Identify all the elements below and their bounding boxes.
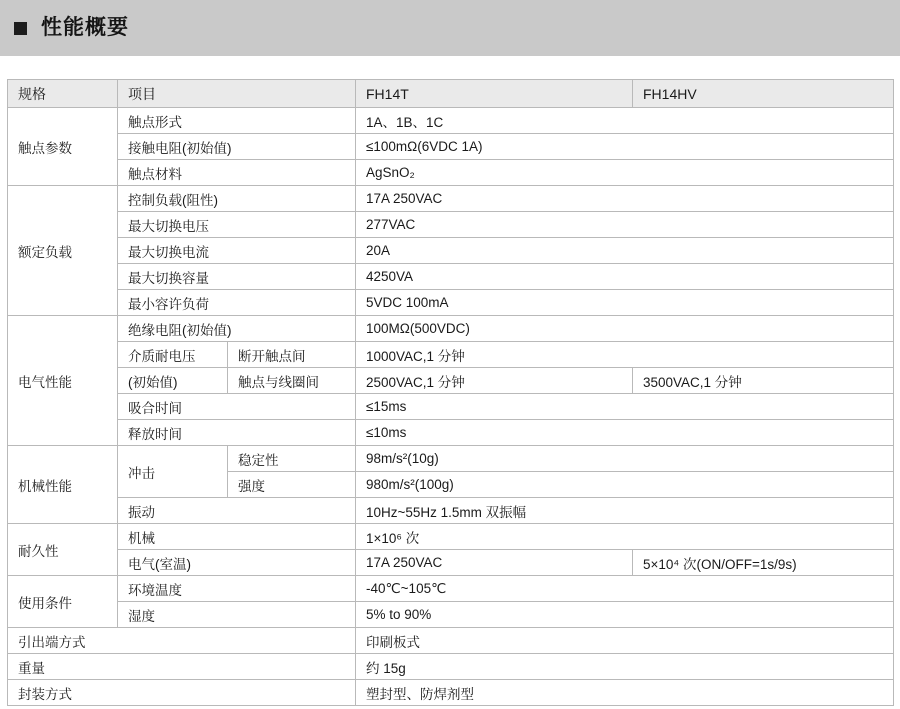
item-cell: 最小容许负荷: [118, 290, 356, 316]
subitem-cell: 触点与线圈间: [228, 368, 356, 394]
page-title: 性能概要: [41, 15, 129, 39]
value-cell: 塑封型、防焊剂型: [356, 680, 894, 706]
item-cell: 最大切换电流: [118, 238, 356, 264]
value-cell: -40℃~105℃: [356, 576, 894, 602]
table-row: [8, 238, 894, 264]
value-cell: 980m/s²(100g): [356, 472, 894, 498]
item-cell: 释放时间: [118, 420, 356, 446]
value-cell: 5VDC 100mA: [356, 290, 894, 316]
value-cell: 17A 250VAC: [356, 186, 894, 212]
table-row: [8, 498, 894, 524]
value-cell: 约 15g: [356, 654, 894, 680]
table-row: [8, 186, 894, 212]
value-cell: ≤10ms: [356, 420, 894, 446]
group-cell-electrical: 电气性能: [8, 316, 118, 446]
group-cell-rated-load: 额定负载: [8, 186, 118, 316]
subitem-cell: 断开触点间: [228, 342, 356, 368]
table-row: [8, 290, 894, 316]
group-cell-encapsulation: 封装方式: [8, 680, 356, 706]
value-cell: ≤15ms: [356, 394, 894, 420]
value-cell: ≤100mΩ(6VDC 1A): [356, 134, 894, 160]
table-row: [8, 160, 894, 186]
value-cell-fh14t: 2500VAC,1 分钟: [356, 368, 633, 394]
value-cell: AgSnO₂: [356, 160, 894, 186]
table-row: [8, 368, 894, 394]
item-cell: 触点形式: [118, 108, 356, 134]
value-cell: 1000VAC,1 分钟: [356, 342, 894, 368]
value-cell: 10Hz~55Hz 1.5mm 双振幅: [356, 498, 894, 524]
table-row: [8, 316, 894, 342]
value-cell: 4250VA: [356, 264, 894, 290]
item-cell: 接触电阻(初始值): [118, 134, 356, 160]
spec-table-container: [0, 56, 900, 706]
value-cell-fh14t: 17A 250VAC: [356, 550, 633, 576]
table-row: [8, 108, 894, 134]
table-row: [8, 680, 894, 706]
specification-table: [7, 79, 894, 706]
group-cell-contact-params: 触点参数: [8, 108, 118, 186]
table-header-row: [8, 80, 894, 108]
item-cell: 环境温度: [118, 576, 356, 602]
group-cell-terminal-type: 引出端方式: [8, 628, 356, 654]
table-row: [8, 264, 894, 290]
group-cell-weight: 重量: [8, 654, 356, 680]
item-cell: 绝缘电阻(初始值): [118, 316, 356, 342]
column-header-spec: 规格: [8, 80, 118, 108]
table-row: [8, 394, 894, 420]
value-cell: 277VAC: [356, 212, 894, 238]
column-header-fh14t: FH14T: [356, 80, 633, 108]
value-cell: 100MΩ(500VDC): [356, 316, 894, 342]
group-cell-operating-conditions: 使用条件: [8, 576, 118, 628]
item-cell: (初始值): [118, 368, 228, 394]
value-cell-fh14hv: 5×10⁴ 次(ON/OFF=1s/9s): [633, 550, 894, 576]
table-row: [8, 342, 894, 368]
item-cell: 机械: [118, 524, 356, 550]
value-cell: 5% to 90%: [356, 602, 894, 628]
item-cell: 冲击: [118, 446, 228, 498]
item-cell: 介质耐电压: [118, 342, 228, 368]
column-header-fh14hv: FH14HV: [633, 80, 894, 108]
table-row: [8, 420, 894, 446]
subitem-cell: 稳定性: [228, 446, 356, 472]
group-cell-mechanical: 机械性能: [8, 446, 118, 524]
value-cell-fh14hv: 3500VAC,1 分钟: [633, 368, 894, 394]
value-cell: 1A、1B、1C: [356, 108, 894, 134]
group-cell-durability: 耐久性: [8, 524, 118, 576]
item-cell: 振动: [118, 498, 356, 524]
table-row: [8, 524, 894, 550]
item-cell: 电气(室温): [118, 550, 356, 576]
item-cell: 触点材料: [118, 160, 356, 186]
item-cell: 控制负载(阻性): [118, 186, 356, 212]
item-cell: 湿度: [118, 602, 356, 628]
subitem-cell: 强度: [228, 472, 356, 498]
table-row: [8, 654, 894, 680]
section-header: [0, 0, 900, 56]
table-row: [8, 550, 894, 576]
item-cell: 吸合时间: [118, 394, 356, 420]
table-row: [8, 628, 894, 654]
value-cell: 98m/s²(10g): [356, 446, 894, 472]
table-row: [8, 576, 894, 602]
square-bullet-icon: [14, 22, 27, 35]
table-row: [8, 212, 894, 238]
item-cell: 最大切换容量: [118, 264, 356, 290]
item-cell: 最大切换电压: [118, 212, 356, 238]
table-row: [8, 602, 894, 628]
table-row: [8, 446, 894, 472]
column-header-item: 项目: [118, 80, 356, 108]
value-cell: 印刷板式: [356, 628, 894, 654]
table-row: [8, 134, 894, 160]
value-cell: 1×10⁶ 次: [356, 524, 894, 550]
value-cell: 20A: [356, 238, 894, 264]
